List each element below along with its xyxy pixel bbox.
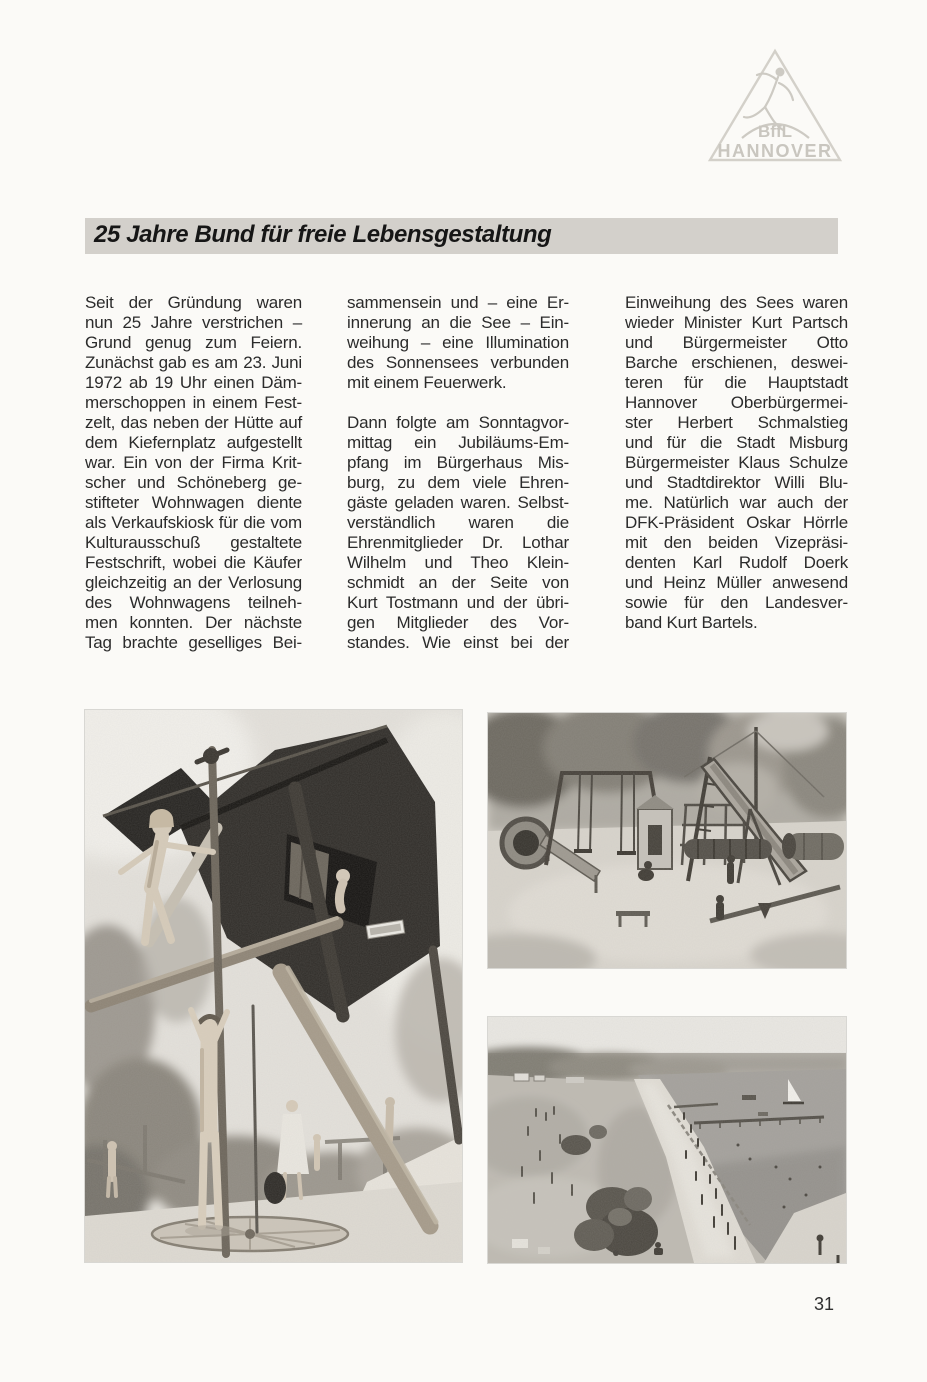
text-line: pfang im Bürgerhaus Mis- [347,453,569,472]
text-line: Einweihung des Sees waren [625,293,848,312]
playground-photo-image [488,713,846,968]
text-line: des Sonnensees verbunden [347,353,569,372]
text-line: scher und Schöneberg ge- [85,473,302,492]
article-column-3 [625,293,848,633]
treehouse-photo-image [85,710,462,1262]
text-line: teren für die Hauptstadt [625,373,848,392]
text-line: des Wohnwagens teilneh- [85,593,302,612]
text-line: Barche erschienen, deswei- [625,353,848,372]
logo-city: HANNOVER [717,141,833,161]
logo-short-name: BffL [758,122,792,141]
text-line: ster Herbert Schmalstieg [625,413,848,432]
text-line: wieder Minister Kurt Partsch [625,313,848,332]
text-line: Kulturausschuß gestaltete [85,533,302,552]
text-line: und für die Stadt Misburg [625,433,848,452]
text-line: gen Mitglieder des Vor- [347,613,569,632]
text-line: me. Natürlich war auch der [625,493,848,512]
text-line: band Kurt Bartels. [625,613,758,632]
text-line: verständlich waren die [347,513,569,532]
text-line: und Bürgermeister Otto [625,333,848,352]
text-line: gäste geladen waren. Selbst- [347,493,569,512]
text-line: weihung – eine Illumination [347,333,569,352]
text-line: Ehrenmitglieder Dr. Lothar [347,533,569,552]
text-line: men konnten. Der nächste [85,613,302,632]
text-line: 1972 ab 19 Uhr einen Däm- [85,373,302,392]
text-line: merschoppen in einem Fest- [85,393,302,412]
text-line: innerung an die See – Ein- [347,313,569,332]
text-line: zelt, das neben der Hütte auf [85,413,302,432]
text-line: schmidt an der Seite von [347,573,569,592]
text-line: Festschrift, wobei die Käufer [85,553,302,572]
text-line: gleichzeitig an der Verlosung [85,573,302,592]
text-line: sammensein und – eine Er- [347,293,569,312]
logo-leaping-figure-icon [744,68,793,131]
lake-beach-photo-image [488,1017,846,1263]
text-line: Kurt Tostmann und der übri- [347,593,569,612]
text-line: Zunächst gab es am 23. Juni [85,353,302,372]
text-line: mit einem Feuerwerk. [347,373,507,392]
text-line: und Heinz Müller anwesend [625,573,848,592]
text-line: burg, zu dem viele Ehren- [347,473,569,492]
text-line: mittag ein Jubiläums-Em- [347,433,569,452]
text-line: Seit der Gründung waren [85,293,302,312]
text-line: nun 25 Jahre verstrichen – [85,313,302,332]
article-title: 25 Jahre Bund für freie Lebensgestaltung [94,221,552,248]
page-number: 31 [814,1294,835,1314]
playground-photo [488,713,846,968]
text-line: sowie für den Landesver- [625,593,848,612]
text-line: Bürgermeister Klaus Schulze [625,453,848,472]
text-line: dem Kiefernplatz aufgestellt [85,433,302,452]
lake-beach-photo [488,1017,846,1263]
article-title-bar [85,218,838,254]
article-column-2 [347,293,569,653]
text-line: als Verkaufskiosk für die vom [85,513,302,532]
text-line: Grund genug zum Feiern. [85,333,302,352]
text-line: standes. Wie einst bei der [347,633,569,652]
text-line: Dann folgte am Sonntagvor- [347,413,569,432]
text-line: Hannover Oberbürgermei- [625,393,848,412]
treehouse-photo [85,710,462,1262]
text-line: mit den beiden Vizepräsi- [625,533,848,552]
bffl-hannover-logo [704,46,846,166]
text-line: denten Karl Rudolf Doerk [625,553,848,572]
paragraph-gap [347,393,569,413]
text-line: Wilhelm und Theo Klein- [347,553,569,572]
text-line: war. Ein von der Firma Krit- [85,453,302,472]
text-line: Tag brachte geselliges Bei- [85,633,302,652]
article-column-1 [85,293,302,653]
text-line: und Stadtdirektor Willi Blu- [625,473,848,492]
text-line: stifteter Wohnwagen diente [85,493,302,512]
text-line: DFK-Präsident Oskar Hörrle [625,513,848,532]
